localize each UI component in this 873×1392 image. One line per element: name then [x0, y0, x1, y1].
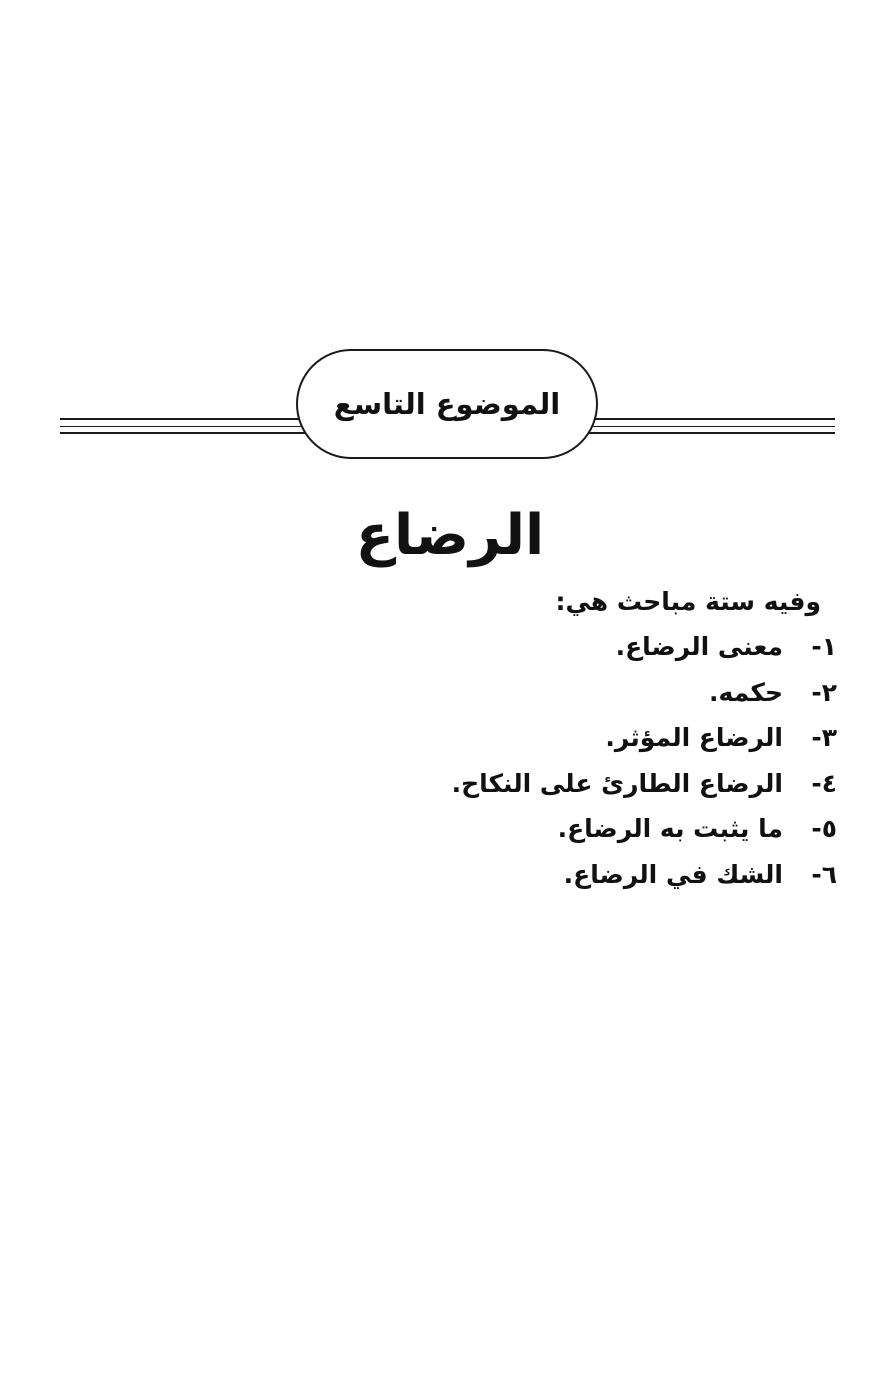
- list-item: [452, 852, 837, 898]
- list-item: [452, 624, 837, 670]
- list-item-label: الرضاع المؤثر.: [605, 723, 783, 753]
- intro-text: وفيه ستة مباحث هي:: [555, 587, 821, 616]
- list-item-number: ٦-: [811, 859, 837, 889]
- page-title: الرضاع: [355, 503, 545, 568]
- topic-badge: [296, 349, 598, 459]
- list-item-label: الرضاع الطارئ على النكاح.: [451, 768, 783, 798]
- list-item-number: ١-: [811, 632, 837, 662]
- list-item-number: ٢-: [811, 677, 837, 707]
- list-item-label: الشك في الرضاع.: [563, 859, 783, 889]
- list-item: [452, 806, 837, 852]
- list-item: [452, 670, 837, 716]
- list-item-label: ما يثبت به الرضاع.: [557, 814, 783, 844]
- list-item-label: حكمه.: [709, 677, 783, 707]
- list-item: [452, 761, 837, 807]
- list-item-number: ٣-: [811, 723, 837, 753]
- list-item-number: ٥-: [811, 814, 837, 844]
- list-item: [452, 715, 837, 761]
- list-item-number: ٤-: [811, 768, 837, 798]
- topics-list: [452, 624, 837, 897]
- topic-badge-label: الموضوع التاسع: [333, 387, 561, 421]
- list-item-label: معنى الرضاع.: [615, 632, 783, 662]
